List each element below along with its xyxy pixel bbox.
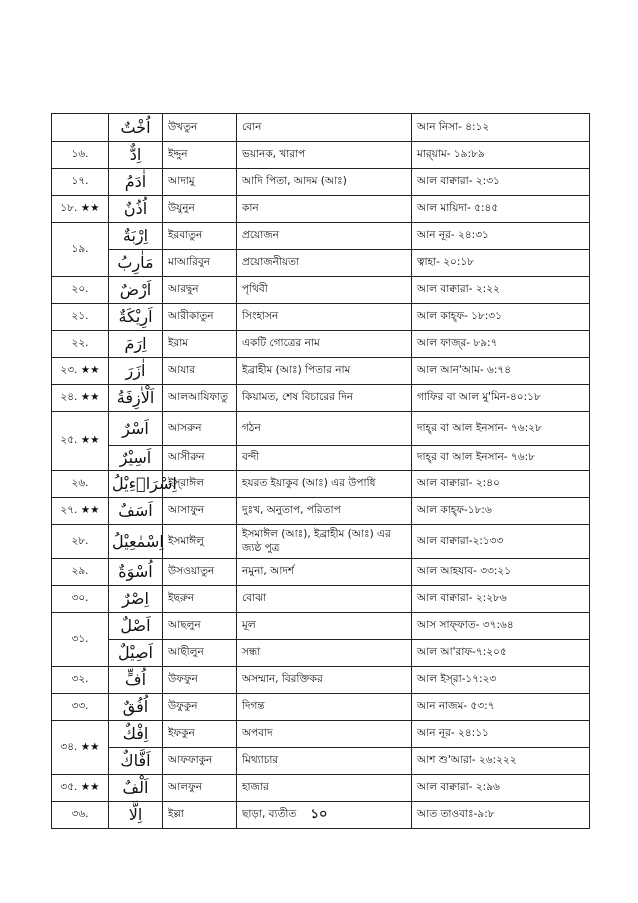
arabic-word: اَلْفٌ [109, 775, 163, 802]
row-number: ৩১. [52, 613, 109, 667]
row-number: ২৪. ★★ [52, 385, 109, 412]
reference: আন নিসা- ৪:১২ [412, 114, 590, 142]
row-number: ৩৬. [52, 802, 109, 829]
meaning: কান [237, 196, 412, 223]
transliteration: আযার [163, 358, 237, 385]
table-row [52, 250, 590, 277]
transliteration: উফুকুন [163, 694, 237, 721]
arabic-word: اَصْلٌ [109, 613, 163, 640]
reference: মার্‌য়াম- ১৯:৮৯ [412, 142, 590, 169]
reference: আল ইস্‌রা-১৭:২৩ [412, 667, 590, 694]
table-row [52, 721, 590, 748]
reference: আল বাক্বারা-২:১৩৩ [412, 525, 590, 559]
meaning: নমুনা, আদর্শ [237, 559, 412, 586]
row-number: ১৮. ★★ [52, 196, 109, 223]
transliteration: আদামু [163, 169, 237, 196]
table-row [52, 775, 590, 802]
reference: আল বাক্বারা- ২:২২ [412, 277, 590, 304]
meaning: বোন [237, 114, 412, 142]
row-number: ২৯. [52, 559, 109, 586]
meaning: প্রয়োজনীয়তা [237, 250, 412, 277]
table-row [52, 748, 590, 775]
row-number: ২২. [52, 331, 109, 358]
row-number: ৩৫. ★★ [52, 775, 109, 802]
meaning: বন্দী [237, 446, 412, 471]
transliteration: ইসমাঈলু [163, 525, 237, 559]
arabic-word: اِسْمٰعِيْلُ [109, 525, 163, 559]
arabic-word: اِرْبَةٌ [109, 223, 163, 250]
arabic-word: اَسِيْرٌ [109, 446, 163, 471]
transliteration: আলফুন [163, 775, 237, 802]
arabic-word: اِصْرٌ [109, 586, 163, 613]
meaning: কিয়ামত, শেষ বিচারের দিন [237, 385, 412, 412]
table-row [52, 304, 590, 331]
transliteration: ইফকুন [163, 721, 237, 748]
transliteration: আরদ্বুন [163, 277, 237, 304]
row-number: ২৫. ★★ [52, 412, 109, 471]
meaning: দিগন্ত [237, 694, 412, 721]
meaning: বোঝা [237, 586, 412, 613]
reference: আল কাহ্‌ফ-১৮:৬ [412, 498, 590, 525]
arabic-word: اُسْوَةٌ [109, 559, 163, 586]
vocabulary-table [51, 113, 590, 829]
meaning: অপবাদ [237, 721, 412, 748]
reference: আশ শু'আরা- ২৬:২২২ [412, 748, 590, 775]
table-row [52, 331, 590, 358]
meaning: ইব্রাহীম (আঃ) পিতার নাম [237, 358, 412, 385]
table-row [52, 114, 590, 142]
reference: দাহ্‌র বা আল ইনসান- ৭৬:২৮ [412, 412, 590, 446]
row-number: ৩২. [52, 667, 109, 694]
row-number: ২৩. ★★ [52, 358, 109, 385]
arabic-word: اٰزَرَ [109, 358, 163, 385]
meaning: সন্ধা [237, 640, 412, 667]
meaning: মিথ্যাচার [237, 748, 412, 775]
page-number: ১০ [310, 807, 328, 822]
reference: আল বাক্বারা- ২:৩১ [412, 169, 590, 196]
transliteration: আসাফুন [163, 498, 237, 525]
table-row [52, 498, 590, 525]
reference: আল আন'আম- ৬:৭৪ [412, 358, 590, 385]
arabic-word: اِفْكٌ [109, 721, 163, 748]
arabic-word: اُفٍّ [109, 667, 163, 694]
arabic-word: اَسْرٌ [109, 412, 163, 446]
row-number: ১৭. [52, 169, 109, 196]
arabic-word: اُخْتٌ [109, 114, 163, 142]
reference: আন নূর- ২৪:১১ [412, 721, 590, 748]
reference: আল বাক্বারা- ২:৪০ [412, 471, 590, 498]
meaning: হাজার [237, 775, 412, 802]
row-number: ৩৩. [52, 694, 109, 721]
reference: আস সাফ্‌ফাত- ৩৭:৬৪ [412, 613, 590, 640]
transliteration: ইল্লা [163, 802, 237, 829]
meaning: পৃথিবী [237, 277, 412, 304]
reference: আল বাক্বারা- ২:২৮৬ [412, 586, 590, 613]
transliteration: ইদ্দুন [163, 142, 237, 169]
arabic-word: اُفُقٌ [109, 694, 163, 721]
meaning: ইসমাঈল (আঃ), ইব্রাহীম (আঃ) এর জ্যষ্ঠ পুত্র [237, 525, 412, 559]
meaning: মূল [237, 613, 412, 640]
row-number: ২৮. [52, 525, 109, 559]
table-row [52, 525, 590, 559]
meaning: ভয়ানক, খারাপ [237, 142, 412, 169]
meaning: অসম্মান, বিরক্তিকর [237, 667, 412, 694]
transliteration: আছীলুন [163, 640, 237, 667]
row-number: ১৯. [52, 223, 109, 277]
meaning: আদি পিতা, আদম (আঃ) [237, 169, 412, 196]
reference: গাফির বা আল মু'মিন-৪০:১৮ [412, 385, 590, 412]
arabic-word: اِدٌّ [109, 142, 163, 169]
arabic-word: اَرِيْكَةٌ [109, 304, 163, 331]
transliteration: মাআরিবুন [163, 250, 237, 277]
arabic-word: اَسَفٌ [109, 498, 163, 525]
reference: আন নূর- ২৪:৩১ [412, 223, 590, 250]
reference: আল মায়িদা- ৫:৪৫ [412, 196, 590, 223]
reference: দাহ্‌র বা আল ইনসান- ৭৬:৮ [412, 446, 590, 471]
row-number: ২৭. ★★ [52, 498, 109, 525]
row-number: ৩০. [52, 586, 109, 613]
reference: আল আ'রাফ-৭:২০৫ [412, 640, 590, 667]
table-row [52, 142, 590, 169]
arabic-word: اٰدَمُ [109, 169, 163, 196]
row-number: ২০. [52, 277, 109, 304]
table-row [52, 358, 590, 385]
table-row [52, 667, 590, 694]
row-number: ২৬. [52, 471, 109, 498]
arabic-word: اَفَّاكٌ [109, 748, 163, 775]
meaning: একটি গোত্রের নাম [237, 331, 412, 358]
table-row [52, 196, 590, 223]
table-row [52, 412, 590, 446]
reference: আল ফাজ্‌র- ৮৯:৭ [412, 331, 590, 358]
table-row [52, 613, 590, 640]
table-row [52, 640, 590, 667]
arabic-word: اَلْاٰزِفَةُ [109, 385, 163, 412]
transliteration: আসরুন [163, 412, 237, 446]
meaning: প্রয়োজন [237, 223, 412, 250]
transliteration: ইছরুন [163, 586, 237, 613]
transliteration: ইরবাতুন [163, 223, 237, 250]
transliteration: আরীকাতুন [163, 304, 237, 331]
meaning: গঠন [237, 412, 412, 446]
transliteration: উযুনুন [163, 196, 237, 223]
transliteration: ইরাম [163, 331, 237, 358]
reference: আল বাক্বারা- ২:৯৬ [412, 775, 590, 802]
arabic-word: اِرَمَ [109, 331, 163, 358]
reference: ত্বাহা- ২০:১৮ [412, 250, 590, 277]
meaning: সিংহাসন [237, 304, 412, 331]
transliteration: উখতুন [163, 114, 237, 142]
arabic-word: اُذُنٌ [109, 196, 163, 223]
row-number: ২১. [52, 304, 109, 331]
transliteration: উসওয়াতুন [163, 559, 237, 586]
table-row [52, 586, 590, 613]
transliteration: আসীরুন [163, 446, 237, 471]
row-number: ১৬. [52, 142, 109, 169]
meaning: ছাড়া, ব্যতীত [237, 802, 412, 829]
transliteration: উফফুন [163, 667, 237, 694]
arabic-word: مَاٰرِبُ [109, 250, 163, 277]
arabic-word: اَصِيْلٌ [109, 640, 163, 667]
table-row [52, 471, 590, 498]
row-number: ৩৪. ★★ [52, 721, 109, 775]
transliteration: আছলুন [163, 613, 237, 640]
meaning: দুঃখ, অনুতাপ, পরিতাপ [237, 498, 412, 525]
reference: আত তাওবাঃ-৯:৮ [412, 802, 590, 829]
transliteration: আফফাকুন [163, 748, 237, 775]
arabic-word: اِلَّا [109, 802, 163, 829]
reference: আল আহযাব- ৩৩:২১ [412, 559, 590, 586]
reference: আল কাহ্‌ফ- ১৮:৩১ [412, 304, 590, 331]
table-row [52, 559, 590, 586]
table-row [52, 446, 590, 471]
table-row [52, 169, 590, 196]
arabic-word: اِسْرَاۤءِيْلُ [109, 471, 163, 498]
transliteration: আলআযিফাতু [163, 385, 237, 412]
table-row [52, 385, 590, 412]
reference: আন নাজম- ৫৩:৭ [412, 694, 590, 721]
arabic-word: اَرْضٌ [109, 277, 163, 304]
table-row [52, 277, 590, 304]
meaning: হযরত ইয়াকুব (আঃ) এর উপাধি [237, 471, 412, 498]
transliteration: ইস্‌রাঈল [163, 471, 237, 498]
table-row [52, 694, 590, 721]
row-number [52, 114, 109, 142]
table-row [52, 223, 590, 250]
